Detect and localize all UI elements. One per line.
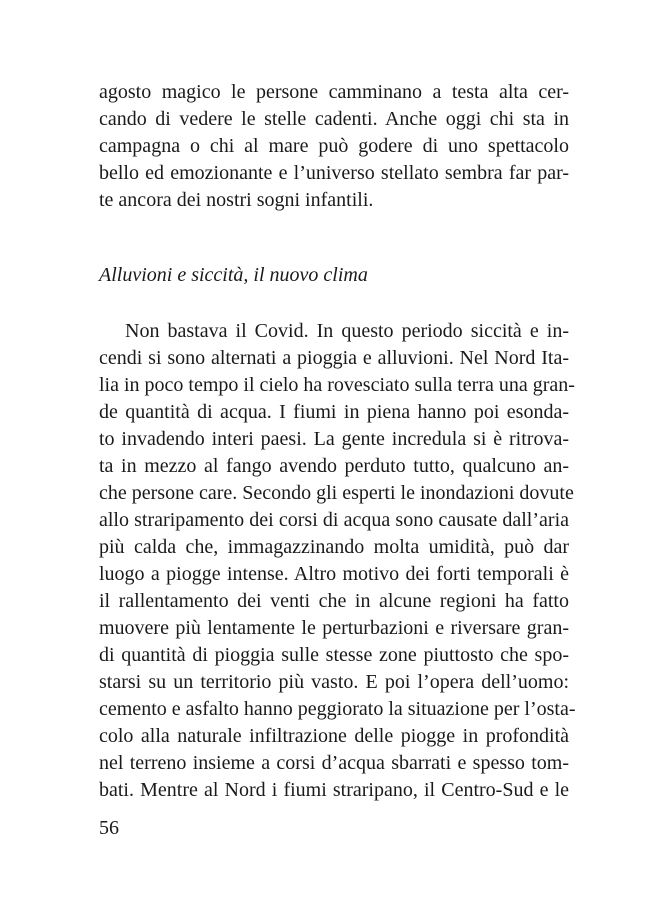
text-line: ta in mezzo al fango avendo perduto tutto, qualcuno an- xyxy=(99,455,569,477)
text-line: campagna o chi al mare può godere di uno spettacolo xyxy=(99,135,569,157)
section-heading: Alluvioni e siccità, il nuovo clima xyxy=(99,264,368,286)
text-line: cendi si sono alternati a pioggia e alluvioni. Nel Nord Ita- xyxy=(99,347,569,369)
text-line: cando di vedere le stelle cadenti. Anche oggi chi sta in xyxy=(99,108,569,130)
text-line: de quantità di acqua. I fiumi in piena hanno poi esonda- xyxy=(99,401,569,423)
text-line: bati. Mentre al Nord i fiumi straripano, il Centro-Sud e le xyxy=(99,779,569,801)
text-line: lia in poco tempo il cielo ha rovesciato sulla terra una gran- xyxy=(99,374,575,396)
text-line: allo straripamento dei corsi di acqua sono causate dall’aria xyxy=(99,509,569,531)
text-line: te ancora dei nostri sogni infantili. xyxy=(99,189,374,211)
text-line: il rallentamento dei venti che in alcune regioni ha fatto xyxy=(99,590,569,612)
text-line: muovere più lentamente le perturbazioni e riversare gran- xyxy=(99,617,569,639)
text-line: Non bastava il Covid. In questo periodo siccità e in- xyxy=(125,320,569,342)
text-line: bello ed emozionante e l’universo stellato sembra far par- xyxy=(99,162,569,184)
text-line: luogo a piogge intense. Altro motivo dei forti temporali è xyxy=(99,563,569,585)
text-line: cemento e asfalto hanno peggiorato la situazione per l’osta- xyxy=(99,698,576,720)
text-line: di quantità di pioggia sulle stesse zone piuttosto che spo- xyxy=(99,644,569,666)
text-line: più calda che, immagazzinando molta umidità, può dar xyxy=(99,536,569,558)
text-line: colo alla naturale infiltrazione delle piogge in profondità xyxy=(99,725,569,747)
text-line: to invadendo interi paesi. La gente incredula si è ritrova- xyxy=(99,428,569,450)
text-line: agosto magico le persone camminano a testa alta cer- xyxy=(99,81,569,103)
text-line: starsi su un territorio più vasto. E poi l’opera dell’uomo: xyxy=(99,671,569,693)
page-number: 56 xyxy=(99,817,119,839)
text-line: che persone care. Secondo gli esperti le inondazioni dovute xyxy=(99,482,574,504)
text-line: nel terreno insieme a corsi d’acqua sbarrati e spesso tom- xyxy=(99,752,569,774)
